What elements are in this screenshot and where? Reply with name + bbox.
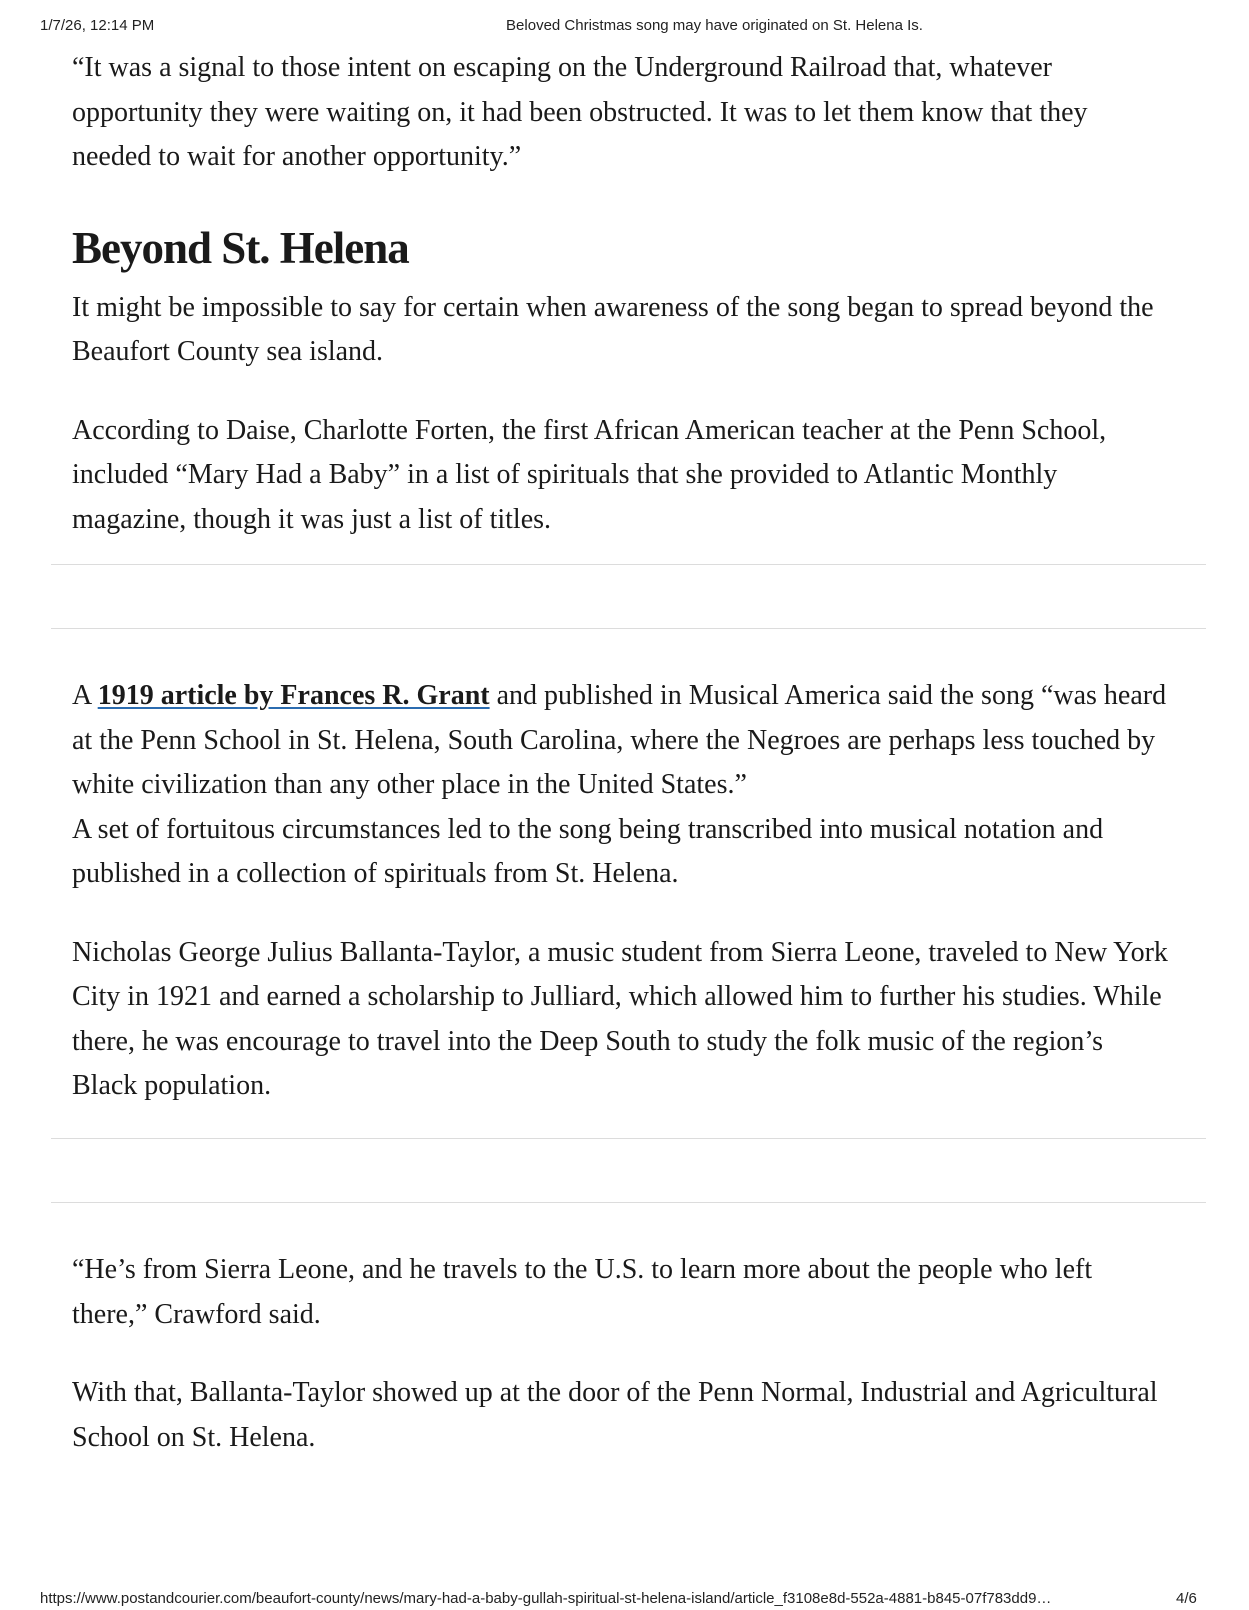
divider — [51, 1138, 1206, 1139]
spacer — [72, 897, 1172, 931]
article-bottom — [72, 1248, 1172, 1460]
section-heading: Beyond St. Helena — [72, 222, 409, 273]
paragraph-transcribed: A set of fortuitous circumstances led to the song being transcribed into musical notation and published in a collection of spirituals from St. Helena. — [72, 813, 1104, 889]
divider — [51, 628, 1206, 629]
print-date: 1/7/26, 12:14 PM — [40, 17, 155, 34]
page-number: 4/6 — [1176, 1590, 1197, 1607]
paragraph-awareness: It might be impossible to say for certain when awareness of the song began to spread beyond the Beaufort County sea island. — [72, 291, 1154, 367]
paragraph-forten: According to Daise, Charlotte Forten, the first African American teacher at the Penn School, included “Mary Had a Baby” in a list of spirituals that she provided to Atlantic Monthly magazine, though it was just a list of titles. — [72, 414, 1107, 535]
paragraph-crawford-quote: “He’s from Sierra Leone, and he travels to the U.S. to learn more about the people who left there,” Crawford said. — [72, 1254, 1093, 1330]
print-header — [0, 17, 1249, 37]
article-top — [72, 48, 1172, 542]
print-url: https://www.postandcourier.com/beaufort-county/news/mary-had-a-baby-gullah-spiritual-st-helena-island/article_f3108e8d-552a-4881-b845-07f783dd9… — [40, 1590, 1052, 1607]
grant-article-link[interactable]: 1919 article by Frances R. Grant — [97, 680, 490, 711]
article-middle — [72, 674, 1172, 1109]
print-page-title: Beloved Christmas song may have originated on St. Helena Is. — [506, 17, 923, 34]
divider — [51, 1202, 1206, 1203]
paragraph-ballanta: Nicholas George Julius Ballanta-Taylor, a music student from Sierra Leone, traveled to New York City in 1921 and earned a scholarship to Julliard, which allowed him to further his studies. While there, he was encourage to travel into the Deep South to study the folk music of the region’s Black population. — [72, 936, 1168, 1101]
quote-paragraph: “It was a signal to those intent on escaping on the Underground Railroad that, whatever opportunity they were waiting on, it had been obstructed. It was to let them know that they needed to wait for another opportunity.” — [72, 52, 1088, 172]
print-footer — [0, 1590, 1249, 1610]
paragraph-penn-school: With that, Ballanta-Taylor showed up at the door of the Penn Normal, Industrial and Agricultural School on St. Helena. — [72, 1377, 1158, 1453]
spacer — [72, 375, 1172, 409]
divider — [51, 564, 1206, 565]
text-after-link: and published in Musical America said the song “was heard at the Penn School in St. Helena, South Carolina, where the Negroes are perhaps less touched by white civilization than any other place in the United States.” — [72, 680, 1167, 800]
paragraph-grant — [72, 674, 1172, 808]
spacer — [72, 1337, 1172, 1371]
text-prefix: A — [72, 680, 98, 711]
